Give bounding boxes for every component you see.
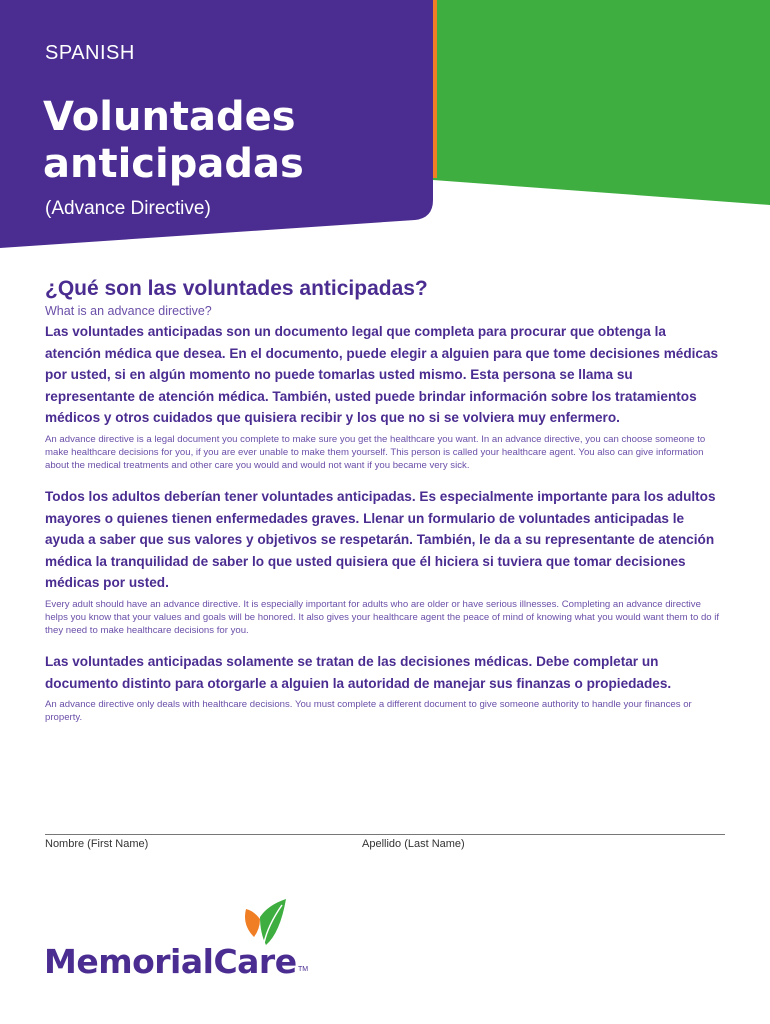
language-label: SPANISH <box>45 42 135 64</box>
paragraph-english: An advance directive only deals with healthcare decisions. You must complete a different document to give someone authority to handle your finances or property. <box>45 699 692 724</box>
document-subtitle: (Advance Directive) <box>45 198 211 219</box>
paragraph-english: Every adult should have an advance directive. It is especially important for adults who are older or have serious illnesses. Completing an advance directive helps you know that your values and goals will be honored. It also gives your healthcare agent the peace of mind of knowing what you would want them to do if they need to make healthcare decisions for you. <box>45 598 720 637</box>
signature-line <box>45 834 725 835</box>
document-title <box>43 94 304 188</box>
last-name-label: Apellido (Last Name) <box>362 838 465 850</box>
main-content <box>45 276 725 739</box>
title-line-1: Voluntades <box>43 94 296 140</box>
section-subheading: What is an advance directive? <box>45 304 212 318</box>
first-name-label: Nombre (First Name) <box>45 838 149 850</box>
trademark-mark: TM <box>298 966 309 973</box>
paragraph-block-2 <box>45 486 725 637</box>
paragraph-block-1 <box>45 321 725 472</box>
paragraph-english: An advance directive is a legal document you complete to make sure you get the healthcare you want. In an advance directive, you can choose someone to make healthcare decisions for you, if you are ever unable to make them yourself. This person is called your healthcare agent. You also can give information about the medical treatments and other care you would and would not want if you became very sick. <box>45 433 706 471</box>
section-heading: ¿Qué son las voluntades anticipadas? <box>45 277 428 300</box>
paragraph-block-3 <box>45 651 725 724</box>
paragraph-spanish: Todos los adultos deberían tener voluntades anticipadas. Es especialmente importante para los adultos mayores o quienes tienen enfermedades graves. Llenar un formulario de voluntades anticipadas le ayuda a saber que sus valores y objetivos se respetarán. También, le da a su representante de atención médica la tranquilidad de saber lo que usted quisiera que él hiciera si tuviera que tomar decisiones médicas por usted. <box>45 489 716 591</box>
paragraph-spanish: Las voluntades anticipadas solamente se tratan de las decisiones médicas. Debe completar un documento distinto para otorgarle a alguien la autoridad de manejar sus finanzas o propiedades. <box>45 654 672 691</box>
memorialcare-logo-text: MemorialCare <box>44 942 297 981</box>
paragraph-spanish: Las voluntades anticipadas son un documento legal que completa para procurar que obtenga la atención médica que desea. En el documento, puede elegir a alguien para que tome decisiones médicas por usted, si en algún momento no puede tomarlas usted mismo. Esta persona se llama su representante de atención médica. También, usted puede brindar información sobre los tratamientos médicos y otros cuidados que quisiera recibir y los que no si se volviera muy enfermero. <box>45 324 719 425</box>
green-banner-shape <box>433 0 770 205</box>
title-line-2: anticipadas <box>43 141 304 187</box>
